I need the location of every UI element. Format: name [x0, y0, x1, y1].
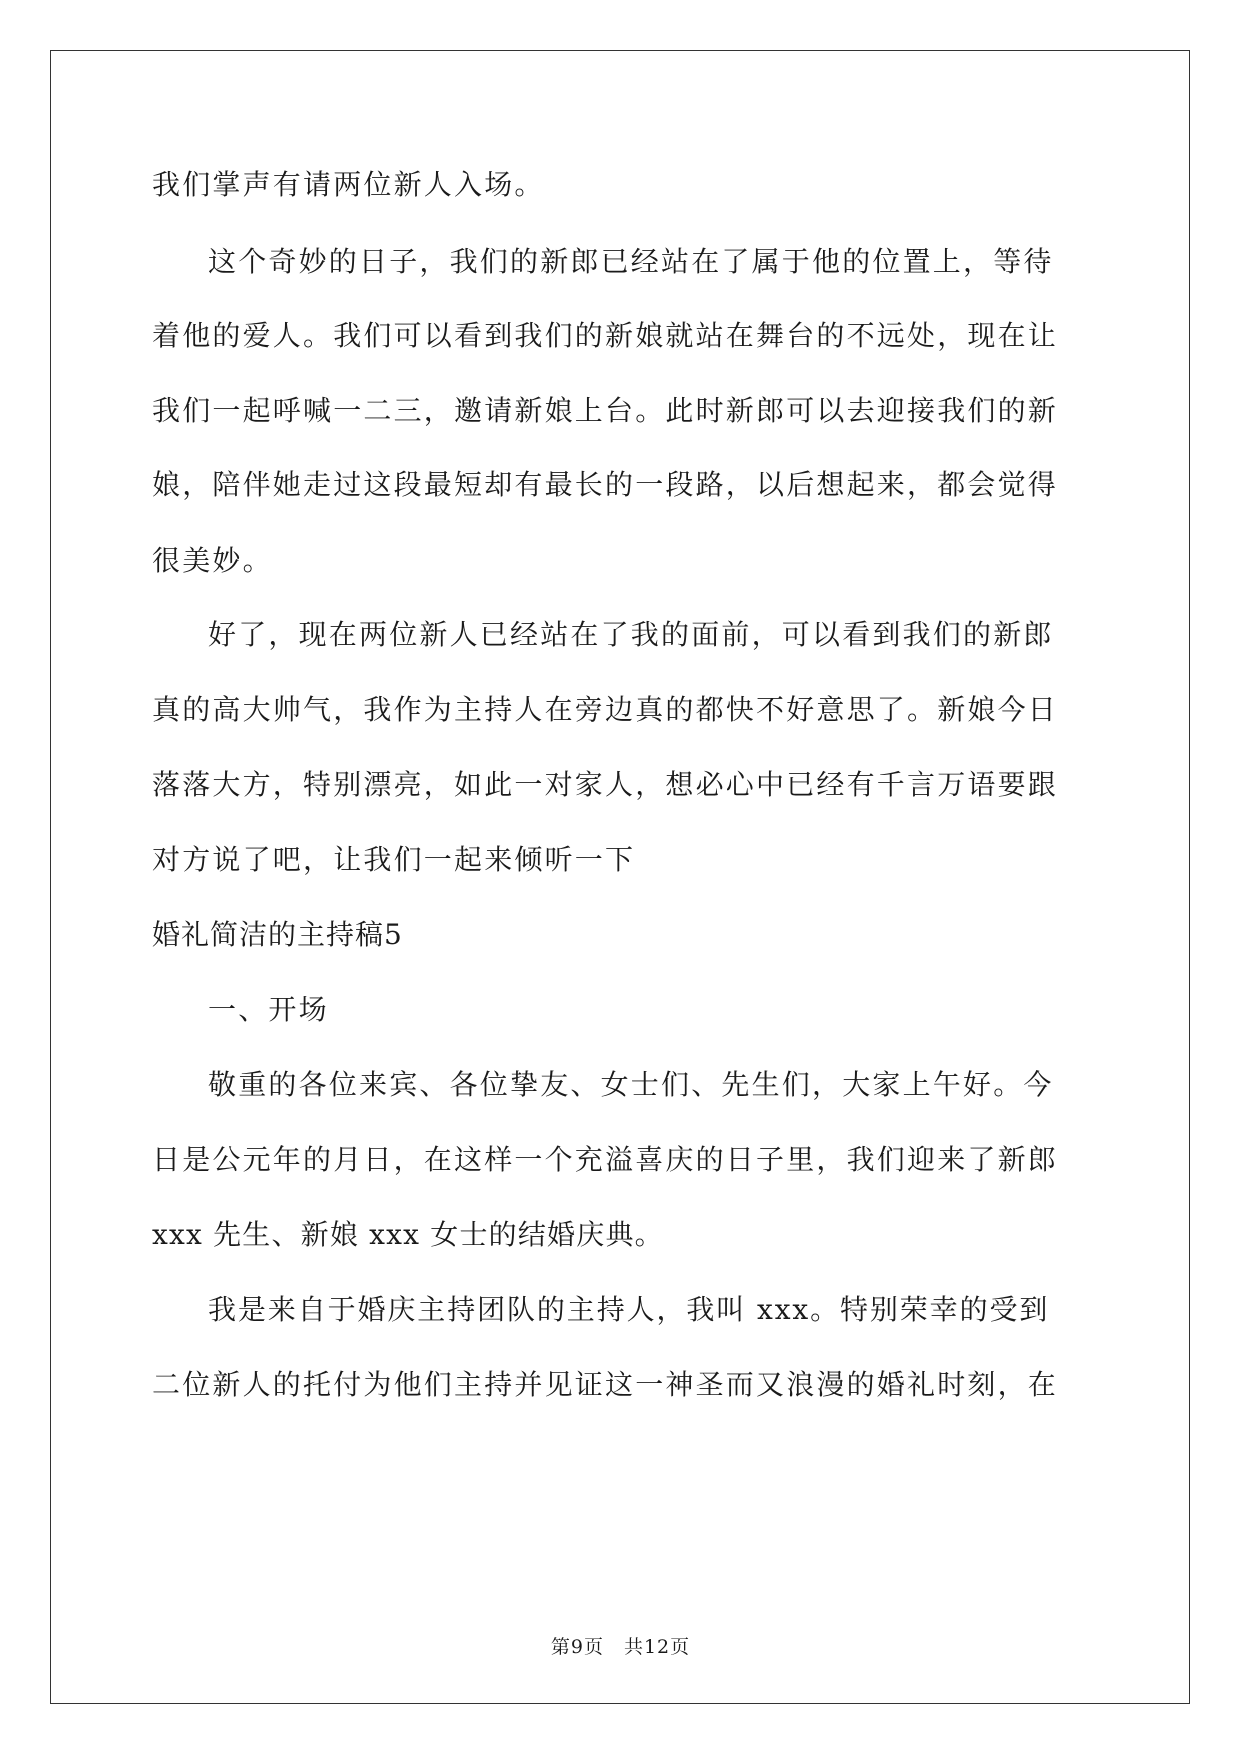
section-heading: 婚礼简洁的主持稿5	[152, 918, 403, 951]
text-line: 二位新人的托付为他们主持并见证这一神圣而又浪漫的婚礼时刻，在	[152, 1368, 1059, 1401]
text-line: 我们一起呼喊一二三，邀请新娘上台。此时新郎可以去迎接我们的新	[152, 394, 1059, 427]
text-line: 好了，现在两位新人已经站在了我的面前，可以看到我们的新郎	[208, 618, 1054, 651]
text-line: 对方说了吧，让我们一起来倾听一下	[152, 843, 636, 876]
subsection-heading: 一、开场	[208, 993, 329, 1026]
text-line: 日是公元年的月日，在这样一个充溢喜庆的日子里，我们迎来了新郎	[152, 1143, 1059, 1176]
text-line: 我们掌声有请两位新人入场。	[152, 168, 545, 201]
text-line: 很美妙。	[152, 544, 273, 577]
text-line: 娘，陪伴她走过这段最短却有最长的一段路，以后想起来，都会觉得	[152, 468, 1059, 501]
text-line: 落落大方，特别漂亮，如此一对家人，想必心中已经有千言万语要跟	[152, 768, 1059, 801]
text-line: 敬重的各位来宾、各位挚友、女士们、先生们，大家上午好。今	[208, 1068, 1054, 1101]
text-line: 真的高大帅气，我作为主持人在旁边真的都快不好意思了。新娘今日	[152, 693, 1059, 726]
text-line: 着他的爱人。我们可以看到我们的新娘就站在舞台的不远处，现在让	[152, 319, 1059, 352]
page-indicator: 第9页 共12页	[550, 1636, 691, 1658]
text-line: 我是来自于婚庆主持团队的主持人，我叫 xxx。特别荣幸的受到	[208, 1293, 1050, 1326]
text-line: xxx 先生、新娘 xxx 女士的结婚庆典。	[152, 1218, 664, 1251]
text-line: 这个奇妙的日子，我们的新郎已经站在了属于他的位置上，等待	[208, 245, 1054, 278]
